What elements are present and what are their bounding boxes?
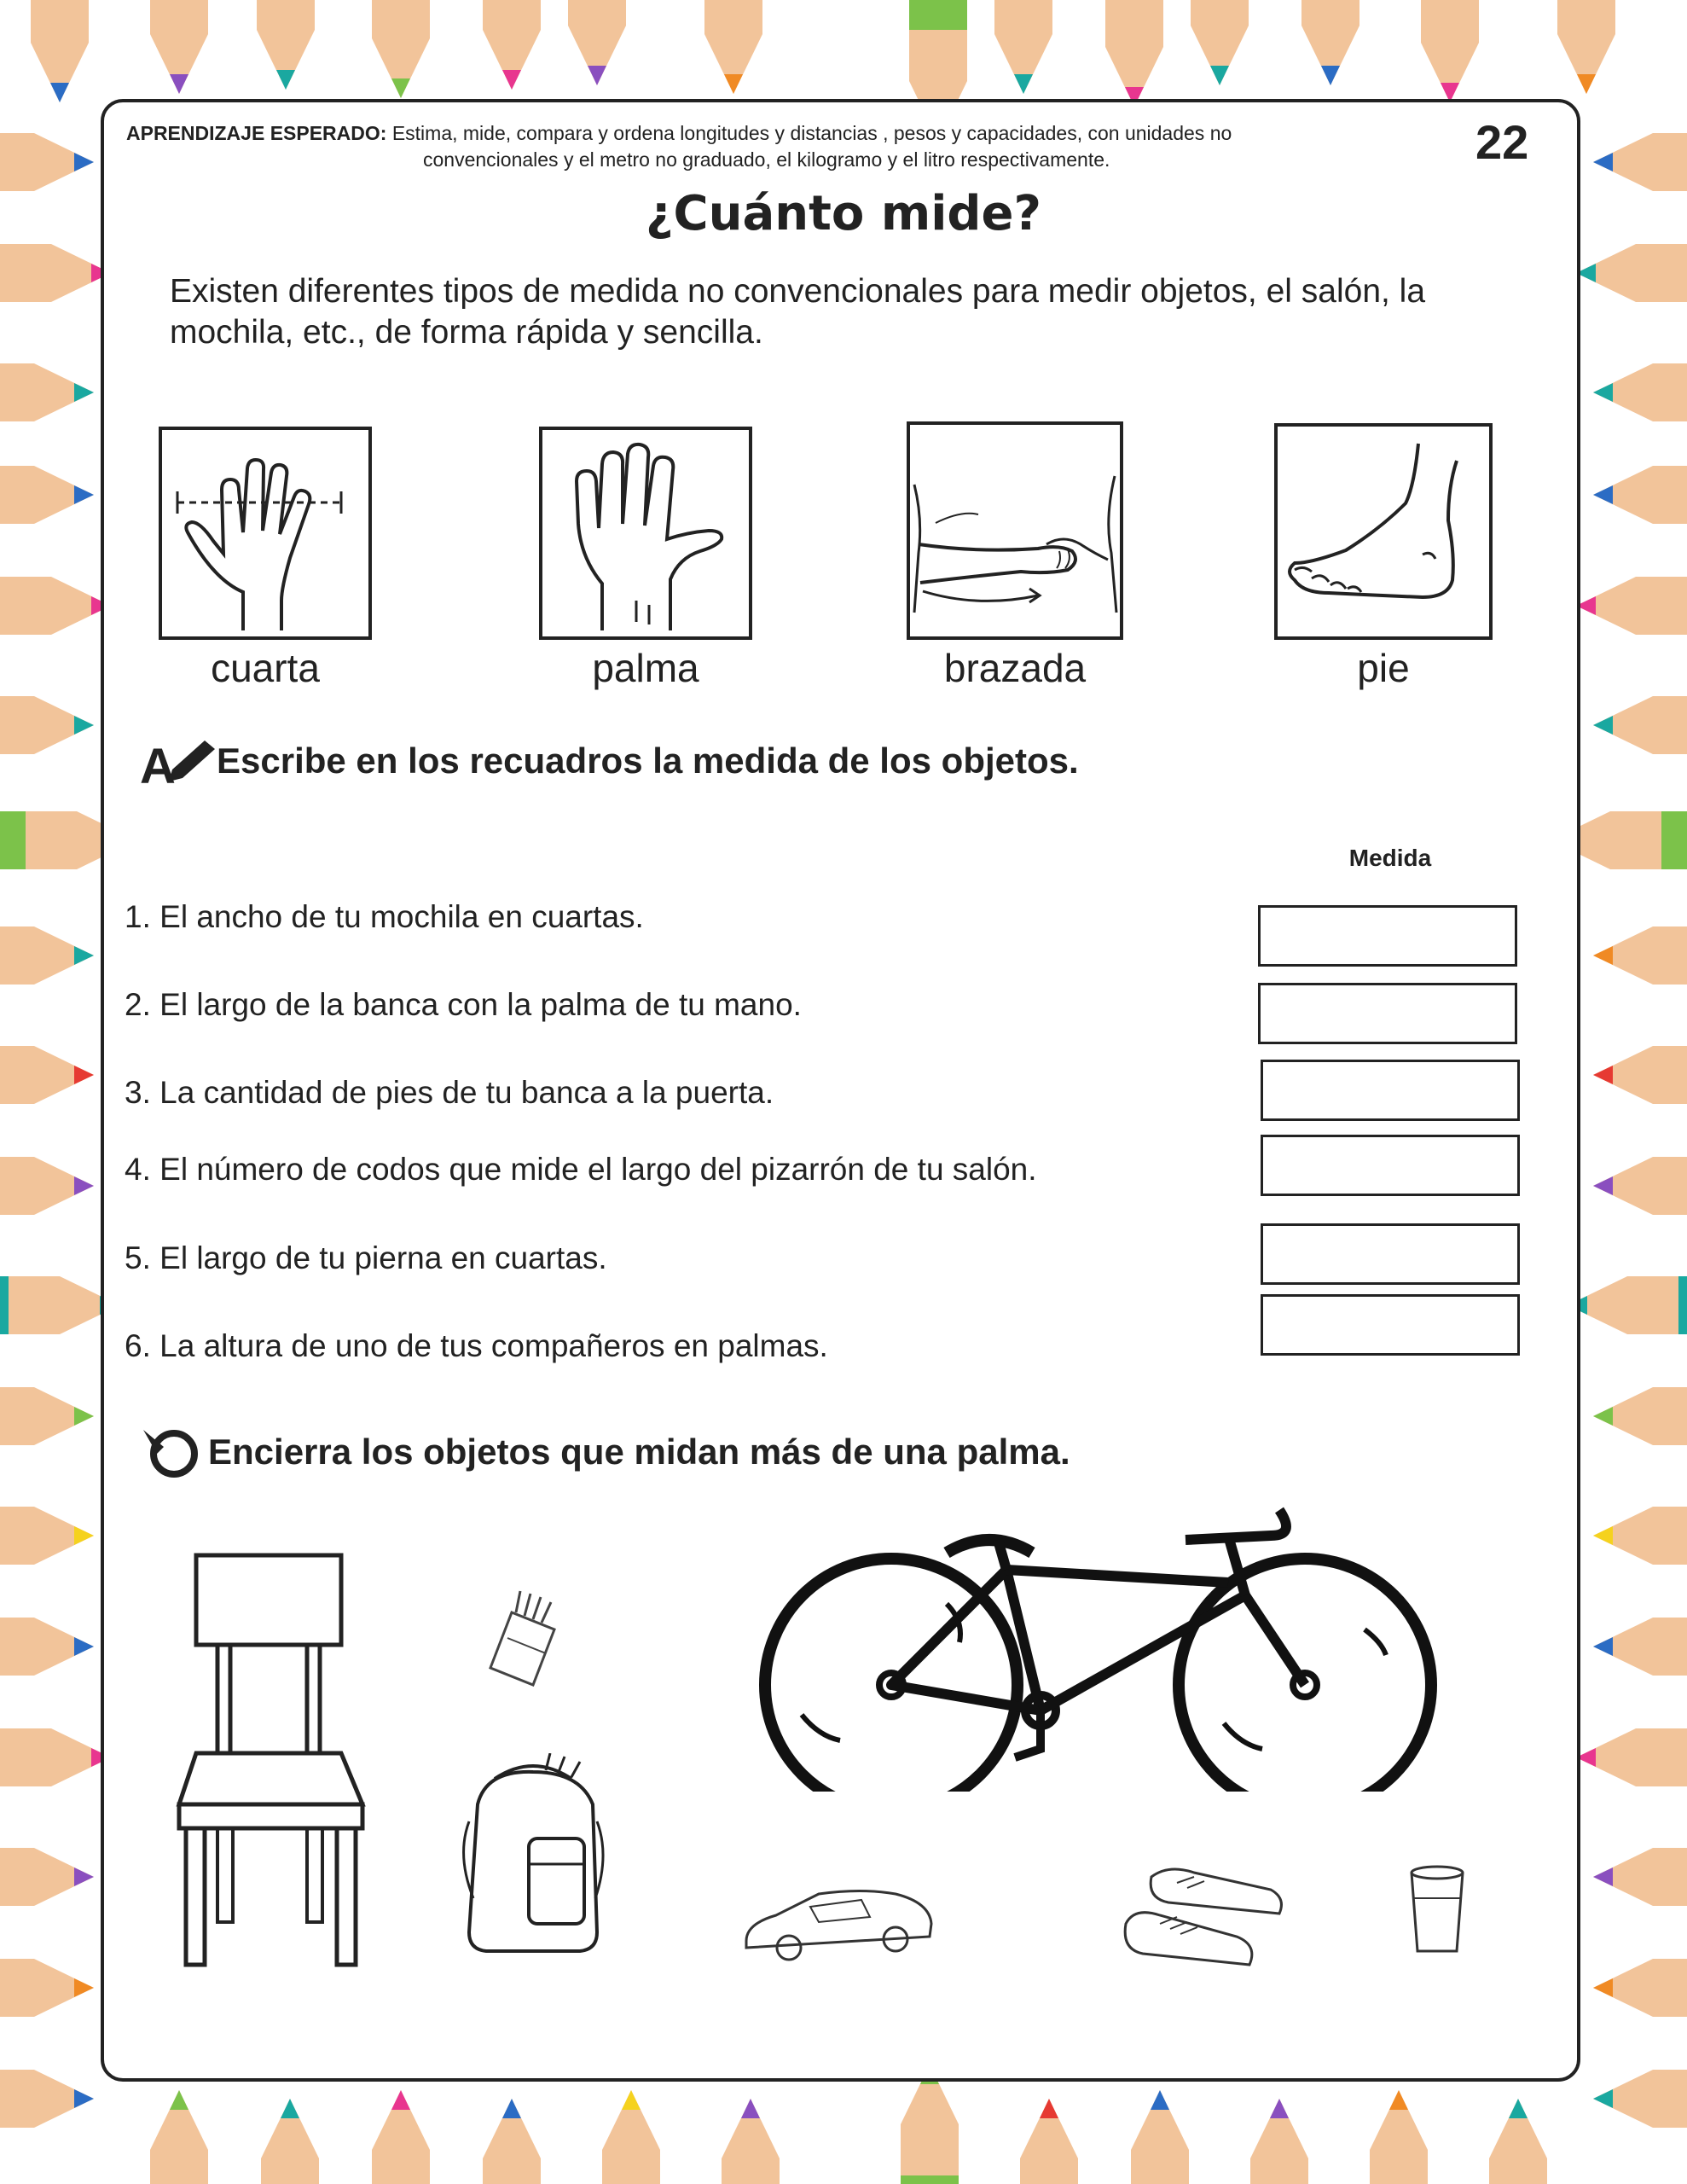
- question-2: 2. El largo de la banca con la palma de tu mano.: [125, 987, 802, 1022]
- measure-card-pie: [1274, 423, 1493, 691]
- arm-length-icon: [907, 421, 1123, 640]
- section-write-text: Escribe en los recuadros la medida de los objetos.: [217, 741, 1079, 781]
- toy-car-icon[interactable]: [742, 1881, 938, 1966]
- page-number: 22: [1475, 115, 1529, 169]
- svg-text:A: A: [140, 739, 176, 787]
- medida-column-header: Medida: [1348, 845, 1432, 871]
- measure-label: pie: [1357, 646, 1410, 690]
- answer-box-5[interactable]: [1261, 1223, 1520, 1285]
- question-4: 4. El número de codos que mide el largo del pizarrón de tu salón.: [125, 1152, 1037, 1187]
- intro-paragraph: Existen diferentes tipos de medida no convencionales para medir objetos, el salón, la mochila, etc., de forma rápida y sencilla.: [170, 273, 1426, 351]
- question-1: 1. El ancho de tu mochila en cuartas.: [125, 899, 644, 934]
- answer-box-6[interactable]: [1261, 1294, 1520, 1356]
- answer-box-4[interactable]: [1261, 1135, 1520, 1196]
- pencil-writing-icon: [138, 735, 217, 787]
- measure-card-cuarta: [159, 427, 372, 691]
- question-6: 6. La altura de uno de tus compañeros en palmas.: [125, 1328, 828, 1363]
- question-5: 5. El largo de tu pierna en cuartas.: [125, 1240, 607, 1275]
- answer-box-1[interactable]: [1258, 905, 1517, 967]
- crayon-box-icon[interactable]: [486, 1587, 571, 1689]
- measure-card-brazada: [907, 421, 1123, 691]
- answer-box-3[interactable]: [1261, 1060, 1520, 1121]
- foot-icon: [1274, 423, 1493, 640]
- measure-label: brazada: [943, 646, 1087, 690]
- sneakers-icon[interactable]: [1117, 1864, 1288, 1975]
- measure-card-palma: [539, 427, 752, 691]
- question-3: 3. La cantidad de pies de tu banca a la puerta.: [125, 1075, 774, 1110]
- answer-box-2[interactable]: [1258, 983, 1517, 1044]
- palm-icon: [539, 427, 752, 640]
- hand-span-icon: [159, 427, 372, 640]
- measure-label: palma: [592, 646, 699, 690]
- circle-pencil-icon: [138, 1423, 208, 1481]
- measure-label: cuarta: [211, 646, 320, 690]
- backpack-icon[interactable]: [452, 1753, 614, 1958]
- objective-line-1: Estima, mide, compara y ordena longitudes y distancias , pesos y capacidades, con unidades no: [391, 122, 1232, 144]
- bicycle-icon[interactable]: [751, 1502, 1467, 1792]
- chair-icon[interactable]: [171, 1548, 375, 1975]
- objective-label: APRENDIZAJE ESPERADO:: [126, 122, 387, 144]
- page-title: ¿Cuánto mide?: [646, 186, 1041, 241]
- glass-icon[interactable]: [1407, 1864, 1467, 1958]
- section-circle-instruction: [138, 1423, 1070, 1481]
- learning-objective: [126, 120, 1371, 173]
- objective-line-2: convencionales y el metro no graduado, el kilogramo y el litro respectivamente.: [423, 148, 1110, 171]
- section-write-instruction: [138, 735, 1079, 787]
- section-circle-text: Encierra los objetos que midan más de una palma.: [208, 1432, 1070, 1472]
